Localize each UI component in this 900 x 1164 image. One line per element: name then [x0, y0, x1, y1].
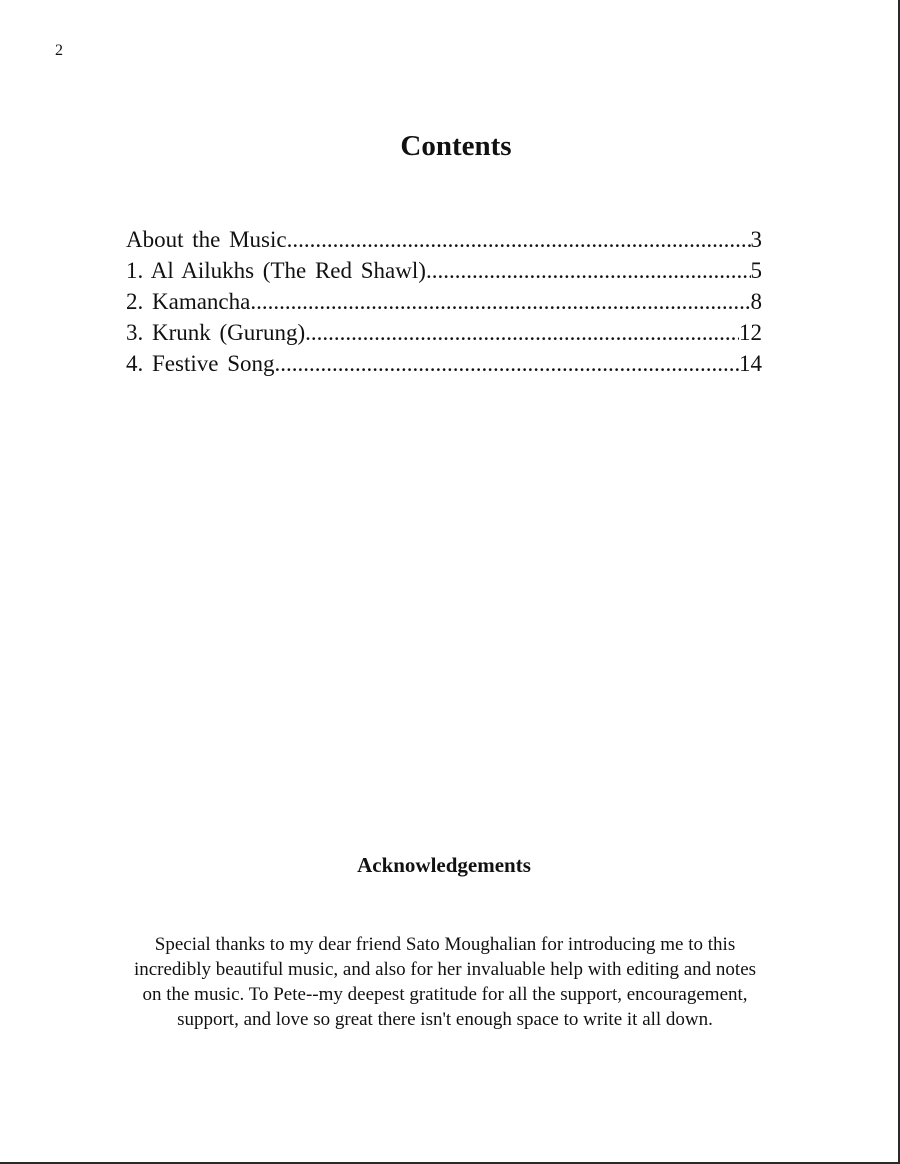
toc-entry-title: 2. Kamancha — [126, 289, 251, 314]
toc-entry-page: 14 — [739, 351, 762, 376]
acknowledgements-line: Special thanks to my dear friend Sato Moughalian for introducing me to this — [154, 934, 736, 955]
toc-entry[interactable] — [126, 286, 762, 317]
acknowledgements-line: incredibly beautiful music, and also for her invaluable help with editing and notes — [133, 959, 757, 980]
toc-entry[interactable] — [126, 255, 762, 286]
contents-title: Contents — [400, 130, 512, 162]
table-of-contents — [126, 224, 762, 379]
toc-entry[interactable] — [126, 348, 762, 379]
toc-leader-dots — [274, 348, 739, 379]
toc-entry-title: 1. Al Ailukhs (The Red Shawl) — [126, 258, 426, 283]
toc-entry[interactable] — [126, 224, 762, 255]
toc-entry-title: 4. Festive Song — [126, 351, 275, 376]
toc-entry-page: 5 — [750, 258, 762, 283]
acknowledgements-body — [90, 932, 800, 1032]
page-number: 2 — [55, 42, 63, 59]
toc-entry-title: About the Music — [126, 227, 287, 252]
acknowledgements-line: on the music. To Pete--my deepest gratitude for all the support, encouragement, — [142, 984, 748, 1005]
toc-leader-dots — [250, 286, 750, 317]
toc-entry[interactable] — [126, 317, 762, 348]
toc-entry-page: 3 — [750, 227, 762, 252]
acknowledgements-line: support, and love so great there isn't enough space to write it all down. — [177, 1009, 713, 1030]
acknowledgements-title: Acknowledgements — [357, 853, 531, 877]
toc-entry-title: 3. Krunk (Gurung) — [126, 320, 306, 345]
toc-entry-page: 8 — [750, 289, 762, 314]
toc-leader-dots — [305, 317, 739, 348]
toc-leader-dots — [426, 255, 751, 286]
toc-leader-dots — [287, 224, 751, 255]
toc-entry-page: 12 — [739, 320, 762, 345]
